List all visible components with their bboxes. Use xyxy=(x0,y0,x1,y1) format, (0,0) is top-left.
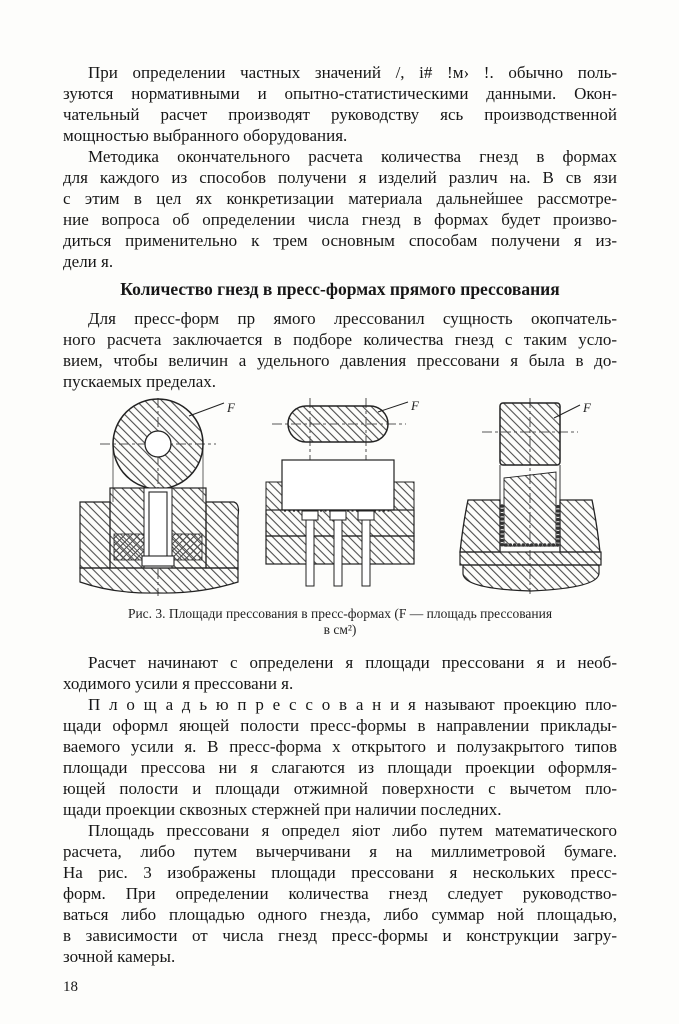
area-label-f: F xyxy=(411,398,419,413)
text-line: для каждого из способов получени я изделий различ на. В св язи xyxy=(63,168,617,187)
area-label-f: F xyxy=(583,400,591,415)
text-column xyxy=(63,62,617,996)
text-line: ваемого усили я. В пресс-форма х открытого и полузакрытого типов xyxy=(63,737,617,756)
figure-3 xyxy=(63,398,617,638)
paragraph-3 xyxy=(63,308,617,392)
figure-drawing-multi-pin-mold xyxy=(266,398,420,586)
text-line: с этим в цел ях конкретизации материала дальнейшее рассмотре- xyxy=(63,189,617,208)
text-line: На рис. 3 изображены площади прессовани я нескольких пресс- xyxy=(63,863,617,882)
text-line: в зависимости от числа гнезд пресс-формы и конструкции загру- xyxy=(63,926,617,945)
paragraph-1 xyxy=(63,62,617,146)
text-line: площади прессова ни я слагаются из площади проекции оформля- xyxy=(63,758,617,777)
text-line: Методика окончательного расчета количества гнезд в формах xyxy=(88,147,617,166)
text-line: ющей полости и площади отжимной поверхности с вычетом пло- xyxy=(63,779,617,798)
text-line: чательный расчет производят руководству ясь производственной xyxy=(63,105,617,124)
area-label-f: F xyxy=(227,400,235,415)
text-line: ного расчета заключается в подборе количества гнезд с таким усло- xyxy=(63,330,617,349)
text-line: пускаемых пределах. xyxy=(63,372,217,391)
paragraph-6 xyxy=(63,820,617,967)
paragraph-4 xyxy=(63,652,617,694)
figure-image xyxy=(70,398,610,598)
section-heading: Количество гнезд в пресс-формах прямого прессования xyxy=(120,279,560,299)
figure-caption xyxy=(63,606,617,638)
text-line: П л о щ а д ь ю п р е с с о в а н и я называют проекцию пло- xyxy=(88,695,617,714)
page-number: 18 xyxy=(63,979,78,995)
text-line: щади проекции сквозных стержней при наличии последних. xyxy=(63,800,502,819)
text-line: дели я. xyxy=(63,252,114,271)
figure-drawing-cylindrical-mold xyxy=(80,398,239,596)
text-line: форм. При определении количества гнезд следует руководство- xyxy=(63,884,617,903)
text-line: мощностью выбранного оборудования. xyxy=(63,126,348,145)
paragraph-2 xyxy=(63,146,617,272)
text-line: диться применительно к трем основным способам получени я из- xyxy=(63,231,617,250)
text-line: Для пресс-форм пр ямого лрессованил сущность окопчатель- xyxy=(88,309,617,328)
paragraph-5 xyxy=(63,694,617,820)
text-line: Расчет начинают с определени я площади прессовани я и необ- xyxy=(88,653,617,672)
text-line: ваться либо площадью одного гнезда, либо суммар ной площадью, xyxy=(63,905,617,924)
text-line: зуются нормативными и опытно-статистическими данными. Окон- xyxy=(63,84,617,103)
figure-caption-line: Рис. 3. Площади прессования в пресс-формах (F — площадь прессования xyxy=(127,606,553,621)
text-line: ходимого усили я прессовани я. xyxy=(63,674,294,693)
text-line: Площадь прессовани я определ яіот либо путем математического xyxy=(88,821,617,840)
text-line: ние вопроса об определении числа гнезд в формах будет произво- xyxy=(63,210,617,229)
text-line: вием, чтобы величин а удельного давления прессовани я была в до- xyxy=(63,351,617,370)
figure-caption-line: в см²) xyxy=(323,622,357,637)
text-line: щади оформл яющей полости пресс-формы в направлении приклады- xyxy=(63,716,617,735)
text-line: расчета, либо путем вычерчивани я на миллиметровой бумаге. xyxy=(63,842,617,861)
spacer xyxy=(63,638,617,652)
figure-drawing-loading-chamber-mold xyxy=(460,398,601,594)
text-line: При определении частных значений /, i# !м› !. обычно поль- xyxy=(88,63,617,82)
text-line: зочной камеры. xyxy=(63,947,176,966)
